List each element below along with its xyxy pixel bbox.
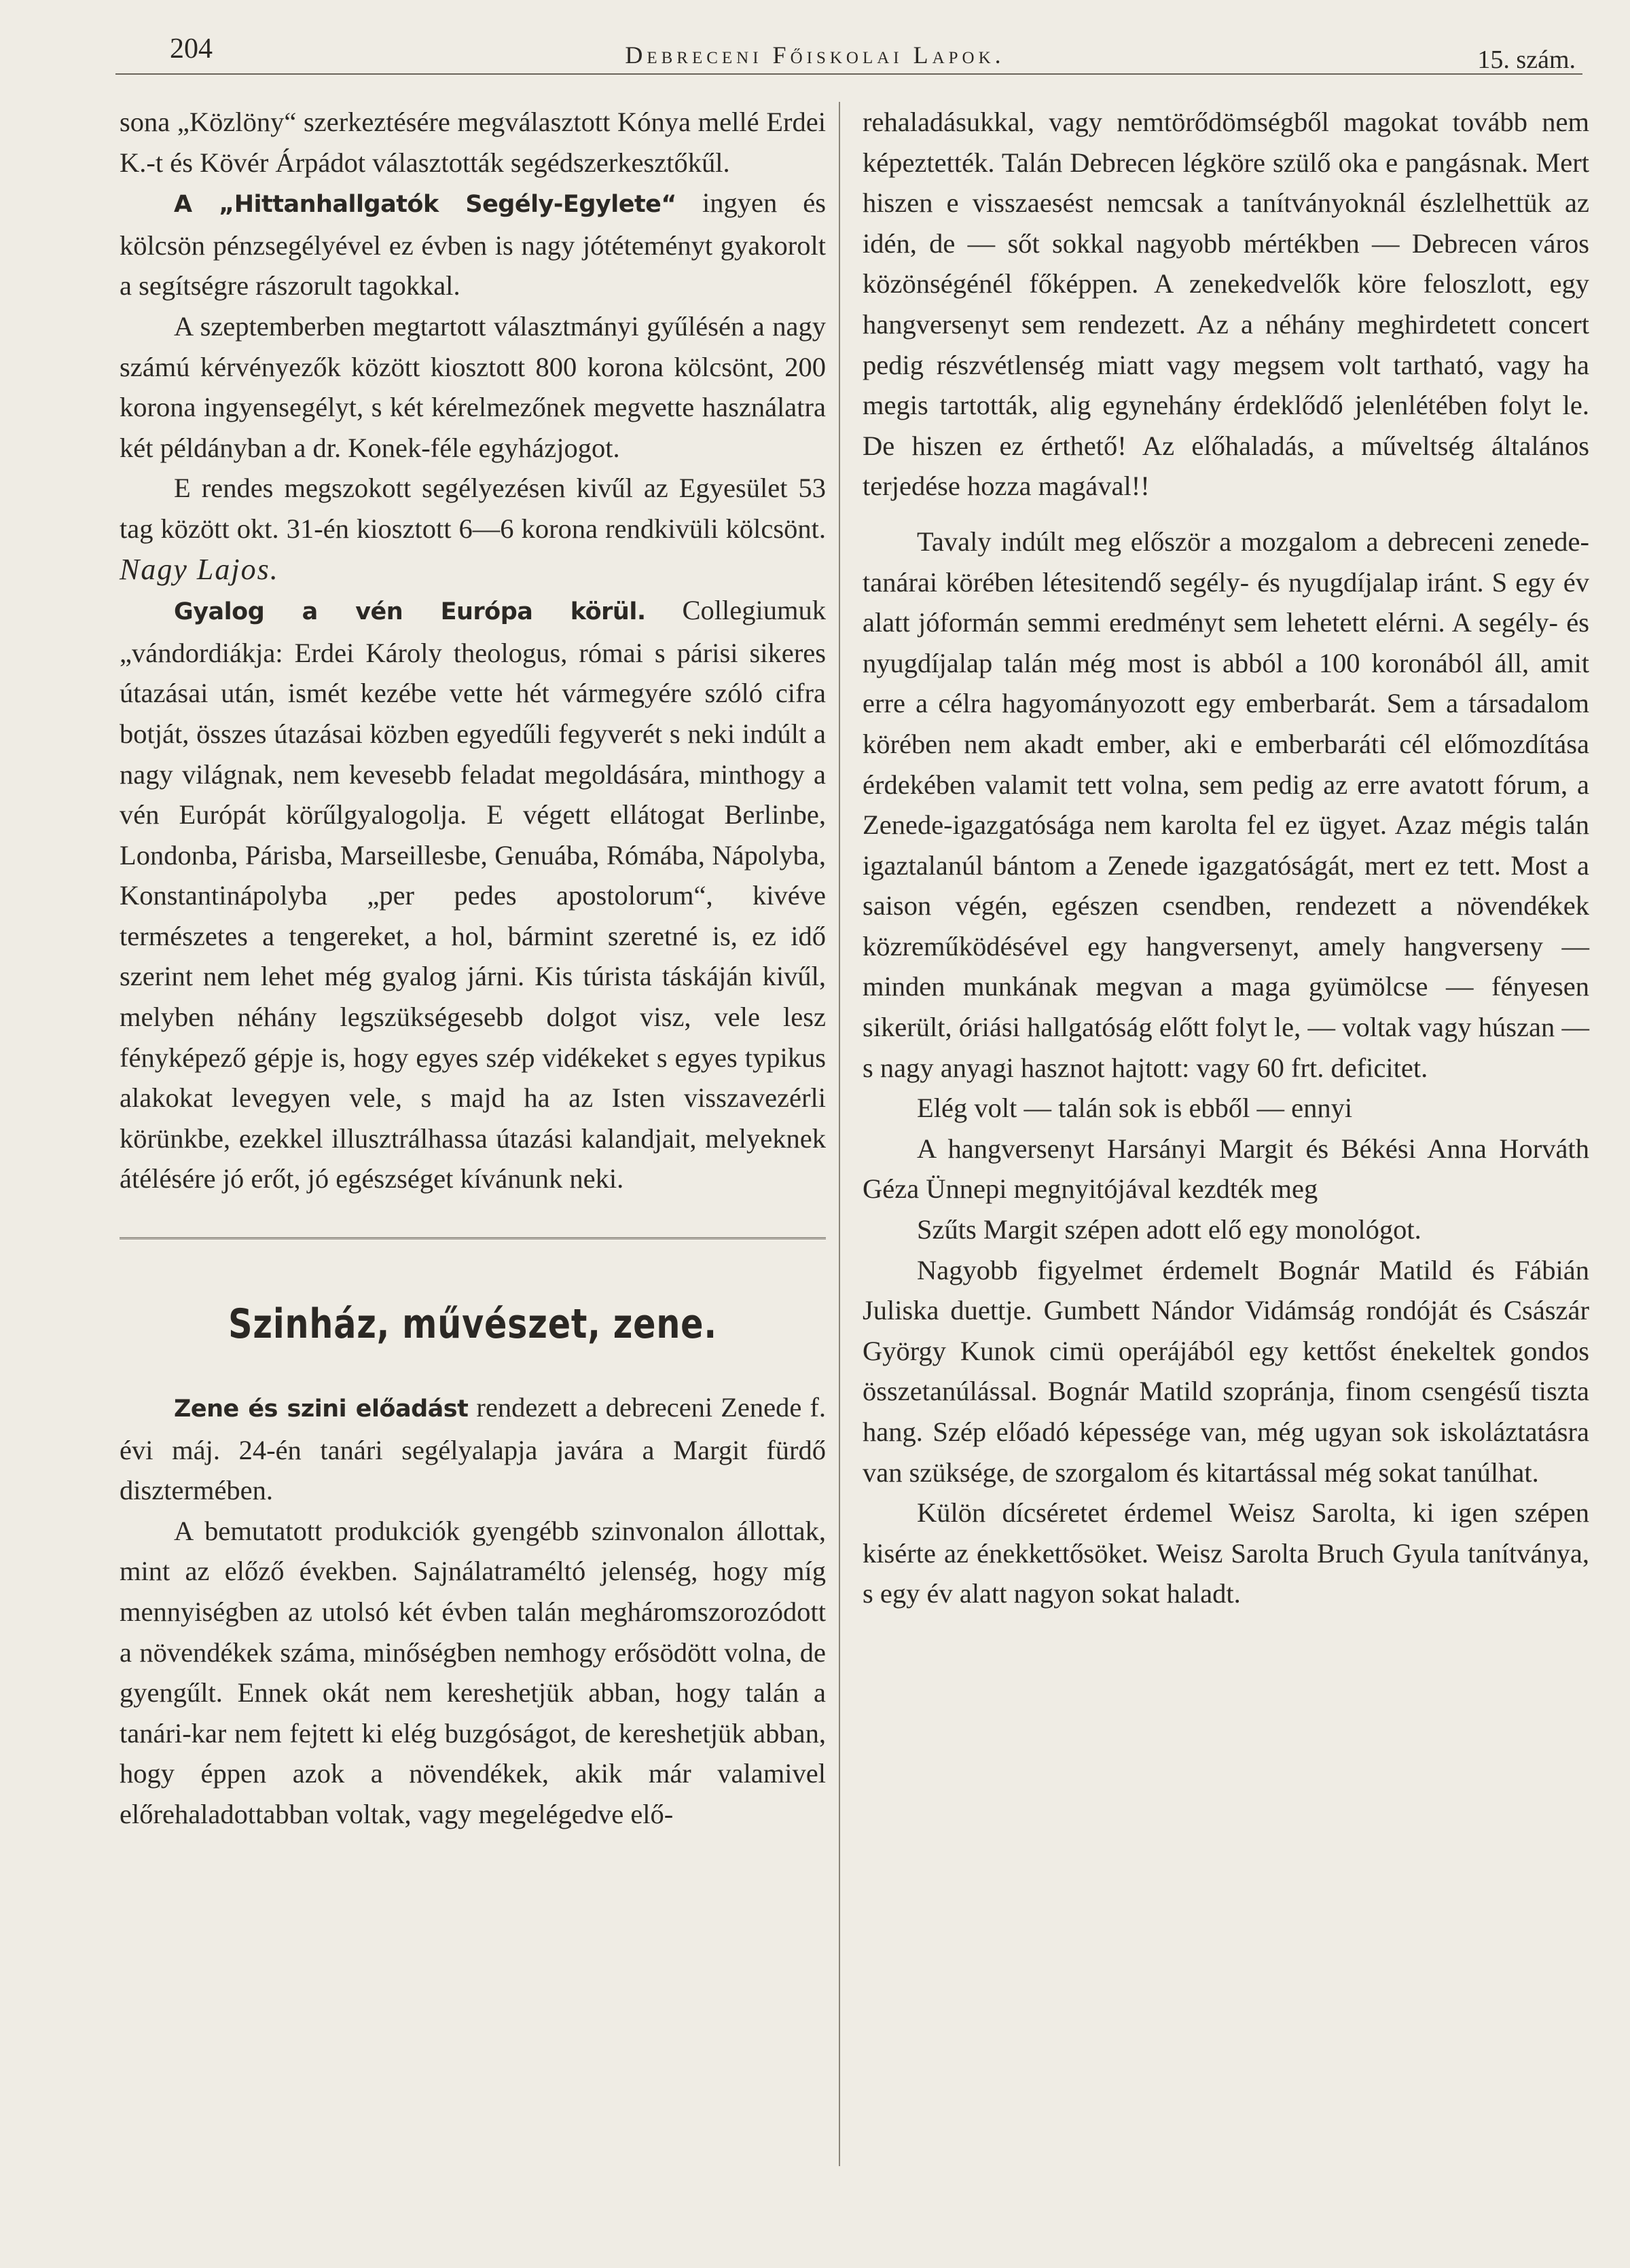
running-title: Debreceni Főiskolai Lapok. [625,41,1005,69]
paragraph: Szűts Margit szépen adott elő egy monológot. [917,1214,1421,1245]
paragraph-with-signature [120,468,826,590]
page-number: 204 [170,33,213,65]
paragraph-text: E rendes megszokott segélyezésen kivűl az Egyesület 53 tag között okt. 31-én kiosztott 6—6 korona rendkivüli kölcsönt. [120,473,826,544]
section-title: Szinház, művészet, zene. [228,1300,717,1349]
paragraph-text: rendezett a debreceni Zenede f. évi máj. 24-én tanári segélyalapja javára a Margit fürdő disztermében. [120,1392,826,1506]
left-column [120,102,826,1835]
paragraph: rehaladásukkal, vagy nemtörődömségből magokat tovább nem képeztették. Talán Debrecen légköre szülő oka e pangásnak. Mert hiszen e visszaesést nemcsak a tanítványoknál észlelhettük az idén, de — sőt sokkal nagyobb mértékben — Debrecen város közönségénél főképpen. A zenekedvelők köre feloszlott, egy hangversenyt sem rendezett. Az a néhány meghirdetett concert pedig részvétlenség miatt vagy megsem volt tartható, vagy ha megis tartották, alig egynehány érdeklődő jelenlétében folyt le. De hiszen ez érthető! Az előhaladás, a műveltség általános terjedése hozza magával!! [863,107,1589,502]
header-rule [115,73,1582,75]
paragraph: Külön dícséretet érdemel Weisz Sarolta, ki igen szépen kisérte az énekkettősöket. Weisz Sarolta Bruch Gyula tanítványa, s egy év alatt nagyon sokat haladt. [863,1497,1589,1609]
paragraph-segely-egylet [120,183,826,306]
paragraph: A bemutatott produkciók gyengébb szinvonalon állottak, mint az előző években. Sajnálatraméltó jelenség, hogy míg mennyiségben az utolsó két évben talán megháromszorozódott a növendékek száma, minőségben nemhogy erősödött volna, de gyengűlt. Ennek okát nem kereshetjük abban, hogy talán a tanári-kar nem fejtett ki elég buzgóságot, de kereshetjük abban, hogy éppen azok a növendékek, akik már valamivel előrehaladottabban voltak, vagy megelégedve elő- [120,1515,826,1829]
column-divider [839,102,840,2166]
paragraph: A hangversenyt Harsányi Margit és Békési Anna Horváth Géza Ünnepi megnyitójával kezdték meg [863,1133,1589,1205]
right-column [863,102,1589,1614]
paragraph: Tavaly indúlt meg először a mozgalom a debreceni zenede-tanárai körében létesitendő segély- és nyugdíjalap iránt. S egy év alatt jóformán semmi eredményt sem lehetett elérni. A segély- és nyugdíjalap talán még most is abból a 100 koronából áll, amit erre a célra hagyományozott egy emberbarát. Sem a társadalom körében nem akadt ember, aki e emberbaráti cél előmozdítása érdekében valamit tett volna, sem pedig az erre avatott fórum, a Zenede-igazgatósága nem karolta fel ez ügyet. Azaz mégis talán igaztalanúl bántom a Zenede igazgatóságát, mert ez tett. Most a saison végén, egészen csendben, rendezett a növendékek közreműködésével egy hangversenyt, amely hangverseny — minden munkának megvan a maga gyümölcse — fényesen sikerült, óriási hallgatóság előtt folyt le, — voltak vagy húszan — s nagy anyagi hasznot hajtott: vagy 60 frt. deficitet. [863,526,1589,1083]
lead-in-heading: Zene és szini előadást [174,1395,469,1423]
paragraph: Nagyobb figyelmet érdemelt Bognár Matild és Fábián Juliska duettje. Gumbett Nándor Vidámság rondóját és Császár György Kunok cimü operájából egy kettőst énekeltek gondos összetanúlással. Bognár Matild szopránja, finom csengésű tiszta hang. Szép előadó képessége van, még ugyan sok iskoláztatásra van szüksége, de szorgalom és kitartással még sokat tanúlhat. [863,1254,1589,1488]
issue-number: 15. szám. [1477,45,1576,74]
paragraph-gyalog [120,590,826,1199]
page-header [0,26,1630,73]
paragraph-zene [120,1387,826,1511]
lead-in-heading: Gyalog a vén Európa körül. [174,598,646,626]
paragraph: Elég volt — talán sok is ebből — ennyi [917,1093,1353,1124]
section-divider [120,1237,826,1242]
lead-in-heading: A „Hittanhallgatók Segély-Egylete“ [174,191,676,219]
paragraph: A szeptemberben megtartott választmányi gyűlésén a nagy számú kérvényezők között kiosztott 800 korona kölcsönt, 200 korona ingyensegélyt, s két kérelmezőnek megvette használatra két példányban a dr. Konek-féle egyházjogot. [120,310,826,463]
paragraph-text: ingyen és kölcsön pénzsegélyével ez évben is nagy jótéteményt gyakorolt a segítségre rászorult tagokkal. [120,187,826,301]
author-signature: Nagy Lajos. [120,552,279,586]
paragraph: sona „Közlöny“ szerkeztésére megválasztott Kónya mellé Erdei K.-t és Kövér Árpádot választották segédszerkesztőkűl. [120,107,826,178]
paragraph-text: Collegiumuk „vándordiákja: Erdei Károly theologus, római s párisi sikeres útazásai után, ismét kezébe vette hét vármegyére szóló cifra botját, összes útazásai közben egyedűli fegyverét s neki indúlt a nagy világnak, nem kevesebb feladat megoldására, minthogy a vén Európát körűlgyalogolja. E végett ellátogat Berlinbe, Londonba, Párisba, Marseillesbe, Genuába, Rómába, Nápolyba, Konstantinápolyba „per pedes apostolorum“, kivéve természetes a tengereket, a hol, bármint szeretné is, ez idő szerint nem lehet még gyalog járni. Kis túrista táskáján kivűl, melyben néhány legszükségesebb dolgot visz, vele lesz fényképező gépje is, hogy egyes szép vidékeket s egyes typikus alakokat levegyen vele, s majd ha az Isten visszavezérli körünkbe, ezekkel illusztrálhassa útazási kalandjait, melyeknek átélésére jó erőt, jó egészséget kívánunk neki. [120,595,827,1194]
